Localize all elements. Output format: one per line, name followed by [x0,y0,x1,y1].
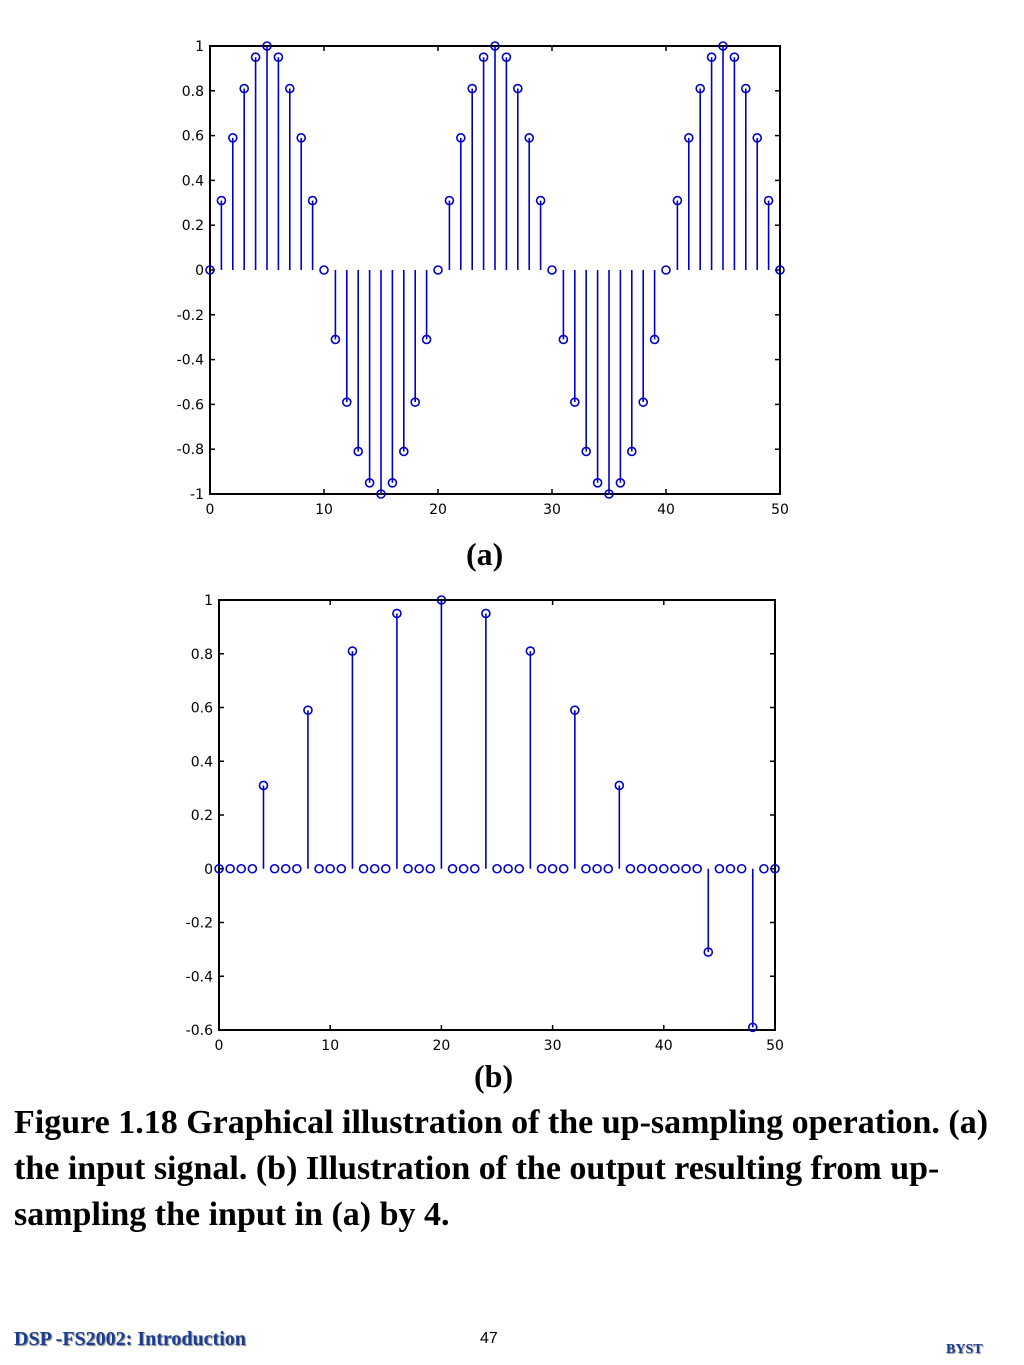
footer-author-mark: BYST [946,1342,983,1357]
y-tick-label: -0.4 [185,969,213,986]
stem-marker [382,865,390,873]
y-tick-label: 0.8 [181,83,204,100]
x-tick-label: 20 [432,1038,451,1054]
subplot-a-label: (a) [466,536,504,572]
y-tick-label: -0.6 [176,397,204,414]
stem-marker [660,865,668,873]
stem-marker [582,865,590,873]
stem-marker [271,865,279,873]
y-tick-label: 0.4 [190,754,213,771]
x-tick-label: 0 [214,1038,224,1054]
stem-marker [760,865,768,873]
stem-marker [649,865,657,873]
y-tick-label: -0.8 [176,442,204,459]
x-tick-label: 40 [654,1038,673,1054]
stem-marker [626,865,634,873]
stem-marker [671,865,679,873]
stem-marker [638,865,646,873]
x-tick-label: 30 [543,1038,562,1054]
x-tick-label: 50 [766,1038,784,1054]
x-tick-label: 0 [205,502,215,518]
stem-marker [560,865,568,873]
stem-marker [549,865,557,873]
stem-marker [371,865,379,873]
y-tick-label: -0.4 [176,352,204,369]
stem-marker [593,865,601,873]
x-tick-label: 30 [543,502,561,518]
stem-marker [537,865,545,873]
stem-marker [426,865,434,873]
footer-course-title: DSP -FS2002: Introduction [14,1328,246,1350]
x-tick-label: 20 [429,502,447,518]
subplot-b-label: (b) [474,1058,514,1094]
stem-marker [293,865,301,873]
y-tick-label: -0.6 [185,1023,213,1039]
y-tick-label: 1 [204,593,213,609]
stem-marker [727,865,735,873]
y-tick-label: 0.6 [181,128,204,145]
stem-marker [415,865,423,873]
stem-marker [226,865,234,873]
stem-marker [449,865,457,873]
y-tick-label: -1 [190,487,204,503]
x-tick-label: 40 [657,502,675,518]
stem-marker [504,865,512,873]
stem-marker [604,865,612,873]
stem-marker [404,865,412,873]
y-tick-label: 0.4 [181,173,204,190]
stem-marker [471,865,479,873]
stem-marker [493,865,501,873]
y-tick-label: -0.2 [176,307,204,324]
stem-marker [738,865,746,873]
stem-marker [360,865,368,873]
x-tick-label: 50 [771,502,789,518]
stem-marker [682,865,690,873]
stem-marker [515,865,523,873]
figure-caption: Figure 1.18 Graphical illustration of the up-sampling operation. (a) the input signal. (b) Illustration of the output resulting from up-sampling the input in (a) by 4. [14,1104,989,1233]
y-tick-label: -0.2 [185,915,213,932]
x-tick-label: 10 [315,502,333,518]
stem-marker [282,865,290,873]
stem-marker [237,865,245,873]
stem-marker [315,865,323,873]
stem-marker [326,865,334,873]
stem-marker [460,865,468,873]
y-tick-label: 0 [195,263,204,279]
y-tick-label: 0 [204,861,213,878]
page-number: 47 [480,1330,498,1347]
stem-marker [248,865,256,873]
x-tick-label: 10 [321,1038,340,1054]
y-tick-label: 0.2 [181,218,204,235]
axes-frame [219,600,775,1030]
y-tick-label: 0.6 [190,700,213,717]
stem-marker [693,865,701,873]
stem-marker [337,865,345,873]
y-tick-label: 0.2 [190,808,213,824]
y-tick-label: 0.8 [190,646,213,663]
stem-marker [715,865,723,873]
y-tick-label: 1 [195,39,204,55]
